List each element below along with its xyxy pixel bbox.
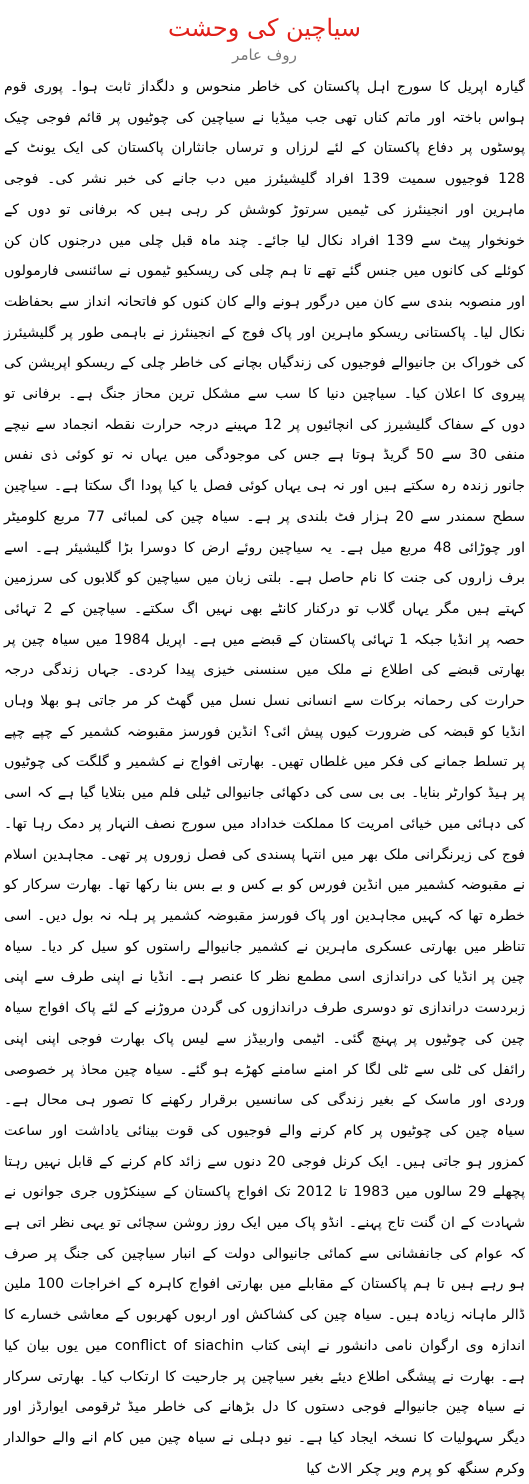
article-title: سیاچین کی وحشت xyxy=(167,14,362,42)
article-author: روف عامر xyxy=(232,46,297,64)
article-body xyxy=(4,72,526,1477)
article-paragraph: گیارہ اپریل کا سورج اہل پاکستان کی خاطر منحوس و دلگداز ثابت ہوا۔ پوری قوم ہواس باختہ اور ماتم کناں تھی جب میڈیا نے سیاچین کی چوٹیوں پر قائم فوجی چیک پوسٹوں پر دفاع پاکستان کے لئے لرزاں و ترساں جانثاران پاکستان کی ایک یونٹ کے 128 فوجیوں سمیت 139 افراد گلیشیئرز میں دب جانے کی خبر نشر کی۔ فوجی ماہرین اور انجینئرز کی ٹیمیں سرتوڑ کوشش کر رہی ہیں کہ برفانی تو دوں کے خونخوار پیٹ سے 139 افراد نکال لیا جائے۔ چند ماہ قبل چلی میں درجنوں کان کن کوئلے کی کانوں میں جنس گئے تھے تا ہم چلی کی ریسکیو ٹیموں نے سائنسی فارمولوں اور منصوبہ بندی سے کان میں درگور ہونے والے کان کنوں کو فاتحانہ انداز سے بحفاظت نکال لیا۔ پاکستانی ریسکو ماہرین اور پاک فوج کے انجینئرز نے باہمی طور پر گلیشیئرز کی خوراک بن جانیوالے فوجیوں کی زندگیاں بچانے کی خاطر چلی کے ریسکو اپریشن کی پیروی کا اعلان کیا۔ سیاچین دنیا کا سب سے مشکل ترین محاز جنگ ہے۔ برفانی تو دوں کے سفاک گلیشیرز کی انچائیوں پر 12 مہینے درجہ حرارت نقطہ انجماد سے نیچے منفی 30 سے 50 گریڈ ہوتا ہے جس کی موجودگی میں یہاں نہ تو کوئی ذی نفس جانور زندہ رہ سکتے ہیں اور نہ ہی یہاں کوئی فصل یا کیا پودا اگ سکتا ہے۔ سیاچین سطح سمندر سے 20 ہزار فٹ بلندی پر ہے۔ سیاہ چین کی لمبائی 77 مربع کلومیٹر اور چوڑائی 48 مربع میل ہے۔ یہ سیاچین روئے ارض کا دوسرا بڑا گلیشیئر ہے۔ اسے برف زاروں کی جنت کا نام حاصل ہے۔ بلتی زبان میں سیاچین کو گلابوں کی سرزمین کہتے ہیں مگر یہاں گلاب تو درکنار کانٹے بھی نہیں اگ سکتے۔ سیاچین کے 2 تہائی حصہ پر انڈیا جبکہ 1 تہائی پاکستان کے قبضے میں ہے۔ اپریل 1984 میں سیاہ چین پر بھارتی قبضے کی اطلاع نے ملک میں سنسنی خیزی پیدا کردی۔ جہاں زندگی درجہ حرارت کی رحمانہ برکات سے انسانی نسل نسل میں گھٹ کر مر جاتی ہو بھلا وہاں انڈیا کو قبضہ کی ضرورت کیوں پیش ائی؟ انڈین فورسز مقبوضہ کشمیر کے چپے چپے پر تسلط جمانے کی فکر میں غلطاں تھیں۔ بھارتی افواج نے کشمیر و گلگت کی چوٹیوں پر ہیڈ کوارٹر بنایا۔ بی بی سی کی دکھائی جانیوالی ٹیلی فلم میں بتلایا گیا ہے کہ اسی کی دہائی میں خیائی امریت کا مملکت خداداد میں سورج نصف النہار پر دمک رہا تھا۔ فوج کی زیرنگرانی ملک بھر میں انتہا پسندی کی فصل زوروں پر تھی۔ مجاہدین اسلام نے مقبوضہ کشمیر میں انڈین فورس کو بے کس و بے بس بنا رکھا تھا۔ بھارت سرکار کو خطرہ تھا کہ کہیں مجاہدین اور پاک فورسز مقبوضہ کشمیر پر ہلہ نہ بول دیں۔ اسی تناظر میں بھارتی عسکری ماہرین نے کشمیر جانیوالے راستوں کو سیل کر دیا۔ سیاہ چین پر انڈیا کی دراندازی اسی مطمع نظر کا عنصر ہے۔ انڈیا نے اپنی طرف سے اپنی زبردست دراندازی تو دوسری طرف دراندازوں کی گردن مروڑنے کے لئے پاک افواج سیاہ چین کی چوٹیوں پر پہنچ گئی۔ اٹیمی واربیڈز سے لیس پاک بھارت فوجی اپنی اپنی رائفل کی ٹلی سے ٹلی لگا کر امنے سامنے کھڑے ہو گئے۔ سیاہ چین محاذ پر خصوصی وردی اور ماسک کے بغیر زندگی کی سانسیں برقرار رکھنے کا تصور ہی محال ہے۔ سیاہ چین کی چوٹیوں پر کام کرنے والے فوجیوں کی قوت بینائی یاداشت اور ساعت کمزور ہو جاتی ہیں۔ ایک کرنل فوجی 20 دنوں سے زائد کام کرنے کے قابل نہیں رہتا پچھلے 29 سالوں میں 1983 تا 2012 تک افواج پاکستان کے سینکڑوں جری جوانوں نے شہادت کے ان گنت تاج پہنے۔ انڈو پاک میں ایک روز روشن سچائی تو یہی نظر اتی ہے کہ عوام کی جانفشانی سے کمائی جانیوالی دولت کے انبار سیاچین کی جنگ پر صرف ہو رہے ہیں تا ہم پاکستان کے مقابلے میں بھارتی افواج کاہرہ کے اخراجات 100 ملین ڈالر ماہانہ زیادہ ہیں۔ سیاہ چین کی کشاکش اور اربوں کھربوں کے معاشی خسارے کا اندازہ وی ارگوان نامی دانشور نے اپنی کتاب conflict of siachin میں یوں بیان کیا ہے۔ بھارت نے پیشگی اطلاع دیئے بغیر سیاچین پر جارحیت کا ارتکاب کیا۔ بھارتی سرکار نے سیاہ چین جانیوالے فوجی دستوں کا دل بڑھانے کی خاطر میڈ ٹرقومی ایوارڈز اور دیگر سہولیات کا نسخہ ایجاد کیا ہے۔ نیو دہلی نے سیاہ چین میں کام انے والے حوالدار وکرم سنگھ کو پرم ویر چکر الاٹ کیا xyxy=(4,79,526,1477)
